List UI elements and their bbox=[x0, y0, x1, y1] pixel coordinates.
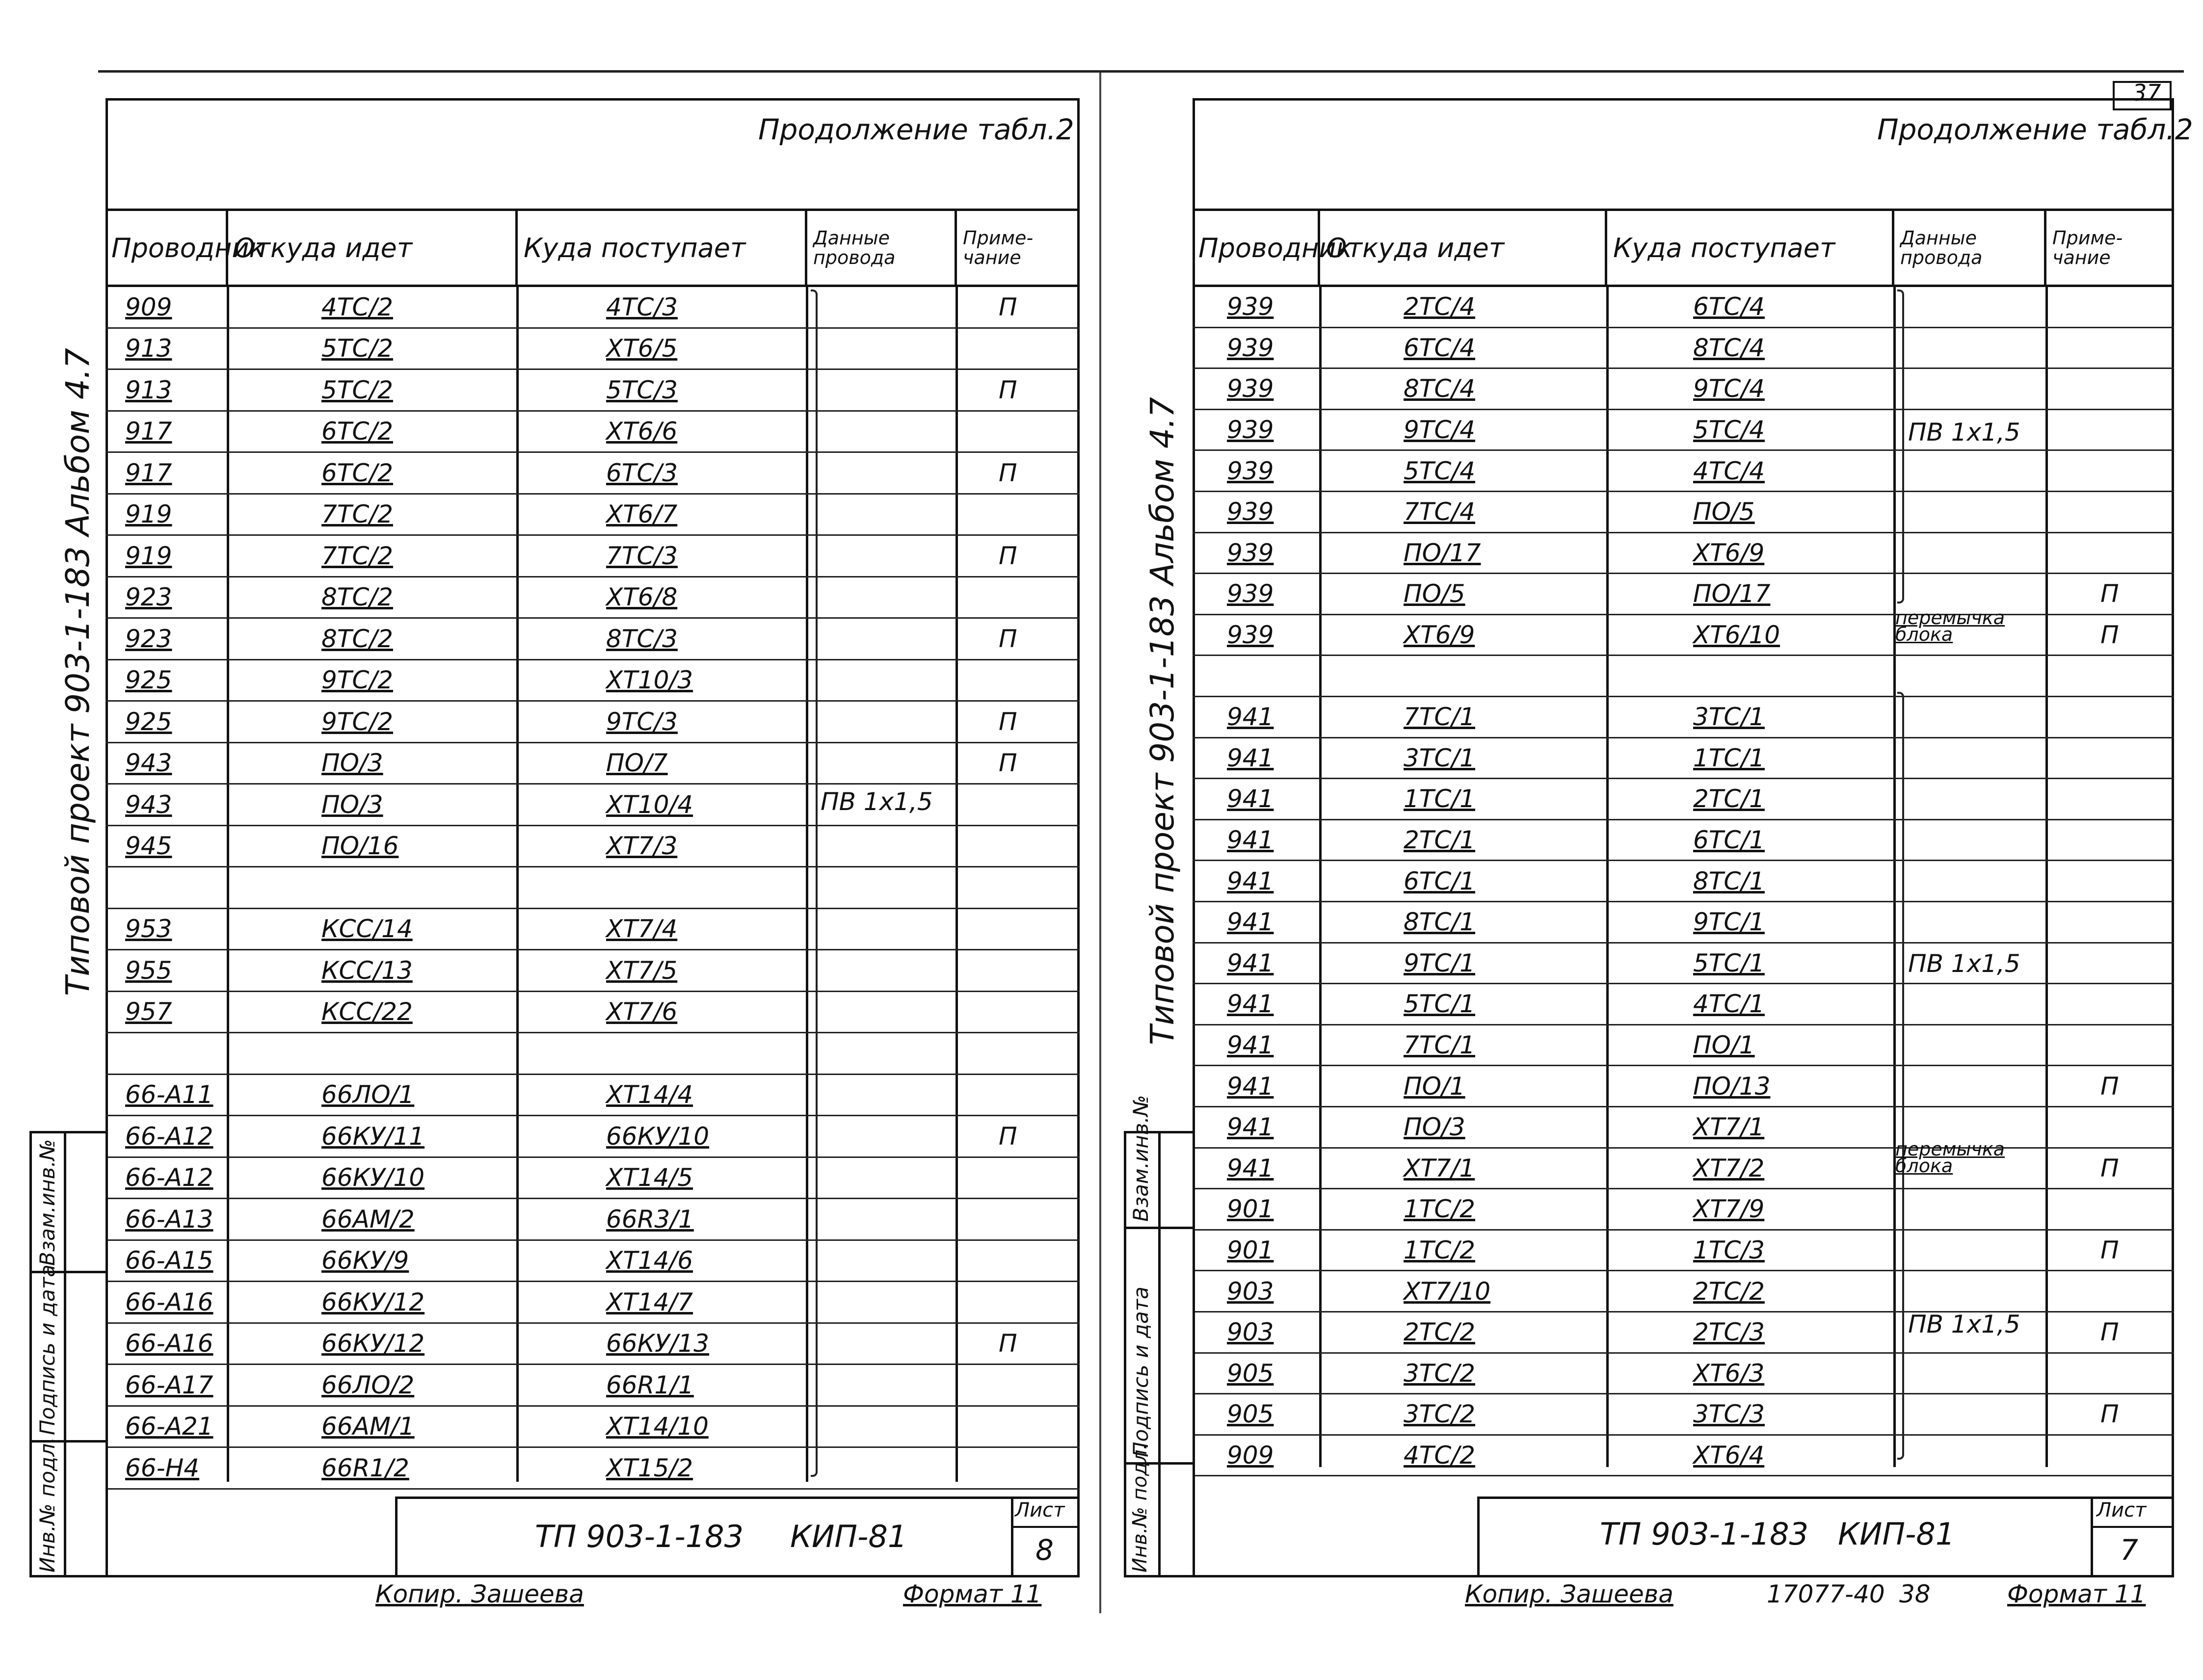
wire-cell: 909 bbox=[1227, 1441, 1274, 1470]
table-row bbox=[106, 536, 1080, 578]
right-header-from: Откуда идет bbox=[1320, 211, 1607, 285]
from-cell: 4ТС/2 bbox=[321, 292, 393, 321]
to-cell: ХТ6/8 bbox=[606, 583, 678, 612]
right-header-wire: Проводник bbox=[1193, 211, 1320, 285]
from-cell: 7ТС/2 bbox=[321, 541, 393, 570]
to-cell: 2ТС/3 bbox=[1693, 1318, 1765, 1347]
left-header-note: Приме-чание bbox=[963, 227, 1034, 268]
from-cell: 9ТС/1 bbox=[1404, 948, 1475, 977]
center-fold-line bbox=[1099, 73, 1101, 1613]
top-rule bbox=[98, 70, 2184, 73]
left-sheet-label: Лист bbox=[1015, 1499, 1065, 1522]
to-cell: ПО/13 bbox=[1693, 1072, 1771, 1101]
wire-cell: 941 bbox=[1227, 866, 1274, 895]
right-wiredata-label-2: ПВ 1х1,5 bbox=[1908, 949, 2020, 978]
to-cell: 3ТС/1 bbox=[1693, 703, 1765, 732]
to-cell: ХТ14/7 bbox=[606, 1287, 693, 1316]
table-row bbox=[106, 453, 1080, 495]
note-cell: П bbox=[999, 624, 1017, 653]
from-cell: 66АМ/2 bbox=[321, 1205, 415, 1234]
left-wiredata-label: ПВ 1х1,5 bbox=[821, 788, 933, 816]
to-cell: ХТ6/10 bbox=[1693, 621, 1780, 650]
table-row bbox=[1193, 944, 2174, 985]
to-cell: 2ТС/1 bbox=[1693, 785, 1765, 814]
from-cell: ПО/3 bbox=[321, 749, 383, 778]
wire-cell: 66-А17 bbox=[125, 1370, 213, 1399]
note-cell: П bbox=[999, 707, 1017, 736]
from-cell: 5ТС/2 bbox=[321, 334, 393, 363]
from-cell: 2ТС/1 bbox=[1404, 826, 1475, 855]
to-cell: 1ТС/3 bbox=[1693, 1236, 1765, 1265]
table-row bbox=[1193, 1231, 2174, 1272]
table-row bbox=[1193, 984, 2174, 1025]
right-title-stamp bbox=[1477, 1496, 2174, 1577]
table-row bbox=[1193, 1312, 2174, 1354]
to-cell: ПО/5 bbox=[1693, 498, 1755, 526]
to-cell: ХТ7/9 bbox=[1693, 1195, 1765, 1224]
to-cell: 9ТС/4 bbox=[1693, 374, 1765, 403]
from-cell: 66ЛО/1 bbox=[321, 1080, 415, 1109]
right-jumper-label-1: перемычка блока bbox=[1895, 607, 2005, 645]
wire-cell: 943 bbox=[125, 790, 172, 819]
wire-cell: 901 bbox=[1227, 1195, 1274, 1224]
from-cell: КСС/13 bbox=[321, 956, 413, 985]
from-cell: 66КУ/11 bbox=[321, 1122, 425, 1151]
wire-cell: 953 bbox=[125, 915, 172, 944]
note-cell: П bbox=[999, 375, 1017, 404]
from-cell: 1ТС/1 bbox=[1404, 785, 1475, 814]
table-row bbox=[1193, 738, 2174, 780]
wire-cell: 939 bbox=[1227, 579, 1274, 608]
wire-cell: 939 bbox=[1227, 292, 1274, 321]
wire-cell: 941 bbox=[1227, 703, 1274, 732]
from-cell: 66ЛО/2 bbox=[321, 1370, 415, 1399]
wire-cell: 939 bbox=[1227, 416, 1274, 445]
right-order-sheet: 38 bbox=[1899, 1580, 1931, 1608]
wire-cell: 905 bbox=[1227, 1359, 1274, 1388]
right-stamp-code: ТП 903-1-183 bbox=[1600, 1516, 1809, 1552]
to-cell: 4ТС/1 bbox=[1693, 990, 1765, 1019]
from-cell: 6ТС/2 bbox=[321, 458, 393, 487]
table-row bbox=[106, 329, 1080, 370]
wire-cell: 66-Н4 bbox=[125, 1453, 200, 1482]
from-cell: ХТ6/9 bbox=[1404, 621, 1475, 650]
left-side-box-3: Инв.№ подл. bbox=[35, 1437, 59, 1573]
to-cell: ХТ7/4 bbox=[606, 915, 678, 944]
wire-cell: 66-А16 bbox=[125, 1329, 213, 1358]
table-row bbox=[106, 1033, 1080, 1075]
to-cell: ХТ7/2 bbox=[1693, 1154, 1765, 1182]
table-row bbox=[106, 660, 1080, 702]
to-cell: 8ТС/3 bbox=[606, 624, 678, 653]
right-order-no: 17077-40 bbox=[1767, 1580, 1885, 1608]
wire-cell: 66-А15 bbox=[125, 1246, 213, 1275]
table-row bbox=[1193, 410, 2174, 451]
to-cell: ХТ7/1 bbox=[1693, 1113, 1765, 1142]
left-side-box-2: Подпись и дата bbox=[35, 1264, 59, 1435]
wire-cell: 941 bbox=[1227, 826, 1274, 855]
left-sheet-number: 8 bbox=[1035, 1533, 1054, 1567]
right-header-note: Приме-чание bbox=[2052, 227, 2123, 268]
left-header-wiredata: Данные провода bbox=[807, 211, 957, 285]
from-cell: 9ТС/4 bbox=[1404, 416, 1475, 445]
from-cell: 7ТС/4 bbox=[1404, 498, 1475, 526]
right-wiredata-brace-1 bbox=[1897, 289, 1904, 604]
from-cell: 66R1/2 bbox=[321, 1453, 409, 1482]
right-wiredata-label-3: ПВ 1х1,5 bbox=[1908, 1310, 2020, 1339]
from-cell: ПО/3 bbox=[1404, 1113, 1465, 1142]
from-cell: 4ТС/2 bbox=[1404, 1441, 1475, 1470]
table-row bbox=[106, 1324, 1080, 1365]
to-cell: 6ТС/3 bbox=[606, 458, 678, 487]
right-copy-label: Копир. Зашеева bbox=[1465, 1580, 1673, 1608]
table-row bbox=[106, 702, 1080, 743]
right-side-divider-v bbox=[1158, 1131, 1161, 1577]
note-cell: П bbox=[2100, 621, 2119, 650]
to-cell: 7ТС/3 bbox=[606, 541, 678, 570]
wire-cell: 909 bbox=[125, 292, 172, 321]
to-cell: 5ТС/3 bbox=[606, 375, 678, 404]
note-cell: П bbox=[999, 541, 1017, 570]
to-cell: ХТ6/6 bbox=[606, 417, 678, 446]
from-cell: 1ТС/2 bbox=[1404, 1195, 1475, 1224]
right-table-header bbox=[1193, 209, 2174, 287]
from-cell: 66КУ/12 bbox=[321, 1287, 425, 1316]
left-copy-label: Копир. Зашеева bbox=[375, 1580, 584, 1608]
right-sheet-number: 7 bbox=[2120, 1533, 2138, 1567]
to-cell: ХТ6/5 bbox=[606, 334, 678, 363]
wire-cell: 66-А12 bbox=[125, 1122, 213, 1151]
wire-cell: 925 bbox=[125, 707, 172, 736]
wire-cell: 66-А11 bbox=[125, 1080, 213, 1109]
table-row bbox=[1193, 1189, 2174, 1231]
to-cell: 66КУ/10 bbox=[606, 1122, 710, 1151]
left-table-header bbox=[106, 209, 1080, 287]
left-header-wire: Проводник bbox=[106, 211, 228, 285]
from-cell: 5ТС/2 bbox=[321, 375, 393, 404]
table-row bbox=[106, 950, 1080, 992]
wire-cell: 943 bbox=[125, 749, 172, 778]
note-cell: П bbox=[2100, 1154, 2119, 1182]
from-cell: ПО/16 bbox=[321, 832, 399, 861]
wire-cell: 939 bbox=[1227, 538, 1274, 567]
wire-cell: 913 bbox=[125, 375, 172, 404]
to-cell: ХТ7/3 bbox=[606, 832, 678, 861]
to-cell: ПО/17 bbox=[1693, 579, 1771, 608]
to-cell: ХТ10/4 bbox=[606, 790, 693, 819]
from-cell: 3ТС/1 bbox=[1404, 743, 1475, 772]
right-sheet-label: Лист bbox=[2097, 1499, 2147, 1522]
wire-cell: 941 bbox=[1227, 785, 1274, 814]
to-cell: 66R3/1 bbox=[606, 1205, 694, 1234]
from-cell: 7ТС/1 bbox=[1404, 703, 1475, 732]
table-row bbox=[1193, 861, 2174, 902]
wire-cell: 923 bbox=[125, 583, 172, 612]
table-row bbox=[1193, 697, 2174, 738]
table-row bbox=[1193, 492, 2174, 533]
left-continuation-title: Продолжение табл.2 bbox=[758, 113, 1074, 146]
note-cell: П bbox=[999, 1329, 1017, 1358]
to-cell: 1ТС/1 bbox=[1693, 743, 1765, 772]
table-row bbox=[1193, 369, 2174, 410]
right-side-box-3: Инв.№ подл. bbox=[1129, 1443, 1151, 1573]
table-row bbox=[1193, 533, 2174, 575]
from-cell: 66КУ/12 bbox=[321, 1329, 425, 1358]
page-number: 37 bbox=[2132, 79, 2161, 106]
wire-cell: 957 bbox=[125, 998, 172, 1026]
table-row bbox=[106, 1241, 1080, 1283]
wire-cell: 939 bbox=[1227, 621, 1274, 650]
from-cell: 2ТС/4 bbox=[1404, 292, 1475, 321]
to-cell: ХТ15/2 bbox=[606, 1453, 693, 1482]
wire-cell: 941 bbox=[1227, 1072, 1274, 1101]
table-row bbox=[106, 1448, 1080, 1490]
wire-cell: 939 bbox=[1227, 456, 1274, 485]
to-cell: ПО/1 bbox=[1693, 1031, 1755, 1060]
table-row bbox=[106, 1365, 1080, 1407]
right-side-label: Типовой проект 903-1-183 Альбом 4.7 bbox=[1143, 397, 1181, 1045]
left-header-from: Откуда идет bbox=[228, 211, 518, 285]
table-row bbox=[1193, 1025, 2174, 1067]
table-row bbox=[106, 826, 1080, 868]
left-stamp-doc: КИП-81 bbox=[790, 1519, 907, 1554]
to-cell: 9ТС/1 bbox=[1693, 908, 1765, 937]
wire-cell: 945 bbox=[125, 832, 172, 861]
note-cell: П bbox=[2100, 1318, 2119, 1347]
from-cell: 6ТС/2 bbox=[321, 417, 393, 446]
wire-cell: 66-А16 bbox=[125, 1287, 213, 1316]
table-row bbox=[1193, 902, 2174, 944]
to-cell: 5ТС/1 bbox=[1693, 948, 1765, 977]
from-cell: 8ТС/4 bbox=[1404, 374, 1475, 403]
wire-cell: 905 bbox=[1227, 1400, 1274, 1429]
wire-cell: 903 bbox=[1227, 1318, 1274, 1347]
table-row bbox=[1193, 779, 2174, 820]
table-row bbox=[106, 1116, 1080, 1158]
right-wiredata-brace-2 bbox=[1897, 692, 1904, 1460]
from-cell: 66КУ/9 bbox=[321, 1246, 409, 1275]
table-row bbox=[106, 495, 1080, 536]
wire-cell: 941 bbox=[1227, 948, 1274, 977]
to-cell: 66R1/1 bbox=[606, 1370, 694, 1399]
table-row bbox=[106, 785, 1080, 826]
table-row bbox=[106, 909, 1080, 951]
wire-cell: 939 bbox=[1227, 498, 1274, 526]
wire-cell: 66-А21 bbox=[125, 1412, 213, 1441]
note-cell: П bbox=[2100, 1400, 2119, 1429]
to-cell: ХТ7/6 bbox=[606, 998, 678, 1026]
table-row bbox=[1193, 656, 2174, 697]
right-header-wiredata: Данные провода bbox=[1894, 211, 2046, 285]
right-header-to: Куда поступает bbox=[1607, 211, 1894, 285]
from-cell: 5ТС/1 bbox=[1404, 990, 1475, 1019]
wire-cell: 925 bbox=[125, 666, 172, 695]
to-cell: 5ТС/4 bbox=[1693, 416, 1765, 445]
table-row bbox=[106, 743, 1080, 785]
from-cell: КСС/22 bbox=[321, 998, 413, 1026]
table-row bbox=[106, 1199, 1080, 1241]
table-row bbox=[1193, 1271, 2174, 1312]
to-cell: 3ТС/3 bbox=[1693, 1400, 1765, 1429]
from-cell: 9ТС/2 bbox=[321, 707, 393, 736]
from-cell: ПО/17 bbox=[1404, 538, 1481, 567]
to-cell: ХТ6/3 bbox=[1693, 1359, 1765, 1388]
wire-cell: 941 bbox=[1227, 1154, 1274, 1182]
to-cell: 4ТС/3 bbox=[606, 292, 678, 321]
wire-cell: 941 bbox=[1227, 990, 1274, 1019]
table-row bbox=[106, 619, 1080, 660]
wire-cell: 66-А13 bbox=[125, 1205, 213, 1234]
from-cell: 7ТС/1 bbox=[1404, 1031, 1475, 1060]
to-cell: 6ТС/4 bbox=[1693, 292, 1765, 321]
to-cell: ХТ6/7 bbox=[606, 500, 678, 529]
to-cell: ХТ6/4 bbox=[1693, 1441, 1765, 1470]
table-row bbox=[106, 370, 1080, 412]
right-stamp-divider bbox=[2091, 1496, 2093, 1577]
to-cell: 2ТС/2 bbox=[1693, 1277, 1765, 1306]
from-cell: 8ТС/2 bbox=[321, 624, 393, 653]
table-row bbox=[1193, 328, 2174, 369]
right-format-label: Формат 11 bbox=[2007, 1580, 2146, 1608]
wire-cell: 913 bbox=[125, 334, 172, 363]
note-cell: П bbox=[999, 292, 1017, 321]
from-cell: КСС/14 bbox=[321, 915, 413, 944]
note-cell: П bbox=[999, 1122, 1017, 1151]
table-row bbox=[106, 867, 1080, 909]
to-cell: ХТ10/3 bbox=[606, 666, 693, 695]
table-row bbox=[106, 1282, 1080, 1324]
from-cell: 8ТС/2 bbox=[321, 583, 393, 612]
wire-cell: 66-А12 bbox=[125, 1163, 213, 1192]
note-cell: П bbox=[2100, 1072, 2119, 1101]
wire-cell: 941 bbox=[1227, 908, 1274, 937]
from-cell: 66КУ/10 bbox=[321, 1163, 425, 1192]
to-cell: 4ТС/4 bbox=[1693, 456, 1765, 485]
to-cell: ХТ14/10 bbox=[606, 1412, 709, 1441]
left-wiredata-brace bbox=[811, 289, 818, 1477]
from-cell: 9ТС/2 bbox=[321, 666, 393, 695]
table-row bbox=[1193, 820, 2174, 862]
table-row bbox=[106, 1158, 1080, 1200]
right-wiredata-label-1: ПВ 1х1,5 bbox=[1908, 418, 2020, 446]
right-stamp-doc: КИП-81 bbox=[1838, 1516, 1955, 1552]
right-jumper-label-2: перемычка блока bbox=[1895, 1138, 2005, 1177]
from-cell: ПО/1 bbox=[1404, 1072, 1465, 1101]
table-row bbox=[1193, 1394, 2174, 1436]
to-cell: 8ТС/4 bbox=[1693, 333, 1765, 362]
table-row bbox=[1193, 451, 2174, 492]
wire-cell: 917 bbox=[125, 417, 172, 446]
to-cell: ХТ6/9 bbox=[1693, 538, 1765, 567]
from-cell: 7ТС/2 bbox=[321, 500, 393, 529]
to-cell: 9ТС/3 bbox=[606, 707, 678, 736]
wire-cell: 903 bbox=[1227, 1277, 1274, 1306]
table-row bbox=[106, 992, 1080, 1034]
from-cell: ПО/3 bbox=[321, 790, 383, 819]
to-cell: ХТ14/6 bbox=[606, 1246, 693, 1275]
wire-cell: 901 bbox=[1227, 1236, 1274, 1265]
from-cell: ПО/5 bbox=[1404, 579, 1465, 608]
to-cell: ХТ14/4 bbox=[606, 1080, 693, 1109]
wire-cell: 941 bbox=[1227, 743, 1274, 772]
wire-cell: 939 bbox=[1227, 333, 1274, 362]
table-row bbox=[1193, 1436, 2174, 1477]
from-cell: 3ТС/2 bbox=[1404, 1359, 1475, 1388]
left-header-to: Куда поступает bbox=[518, 211, 807, 285]
left-stamp-divider-h bbox=[1011, 1526, 1080, 1528]
table-row bbox=[1193, 287, 2174, 328]
table-row bbox=[106, 1407, 1080, 1448]
wire-cell: 919 bbox=[125, 500, 172, 529]
from-cell: 1ТС/2 bbox=[1404, 1236, 1475, 1265]
to-cell: 6ТС/1 bbox=[1693, 826, 1765, 855]
to-cell: 8ТС/1 bbox=[1693, 866, 1765, 895]
left-stamp-code: ТП 903-1-183 bbox=[535, 1519, 744, 1554]
right-stamp-divider-h bbox=[2091, 1526, 2174, 1528]
wire-cell: 919 bbox=[125, 541, 172, 570]
left-format-label: Формат 11 bbox=[903, 1580, 1042, 1608]
note-cell: П bbox=[2100, 579, 2119, 608]
table-row bbox=[106, 578, 1080, 619]
wire-cell: 939 bbox=[1227, 374, 1274, 403]
from-cell: 8ТС/1 bbox=[1404, 908, 1475, 937]
note-cell: П bbox=[999, 458, 1017, 487]
from-cell: 2ТС/2 bbox=[1404, 1318, 1475, 1347]
from-cell: 6ТС/1 bbox=[1404, 866, 1475, 895]
from-cell: ХТ7/1 bbox=[1404, 1154, 1475, 1182]
from-cell: 6ТС/4 bbox=[1404, 333, 1475, 362]
table-row bbox=[1193, 1066, 2174, 1107]
left-stamp-divider bbox=[1011, 1496, 1013, 1577]
table-row bbox=[1193, 1354, 2174, 1395]
wire-cell: 917 bbox=[125, 458, 172, 487]
to-cell: ПО/7 bbox=[606, 749, 668, 778]
left-side-box-1: Взам.инв.№ bbox=[35, 1139, 59, 1266]
left-side-divider-v bbox=[64, 1131, 66, 1577]
table-row bbox=[106, 1075, 1080, 1117]
note-cell: П bbox=[999, 749, 1017, 778]
to-cell: ХТ14/5 bbox=[606, 1163, 693, 1192]
note-cell: П bbox=[2100, 1236, 2119, 1265]
from-cell: 66АМ/1 bbox=[321, 1412, 415, 1441]
table-row bbox=[106, 287, 1080, 329]
left-side-label: Типовой проект 903-1-183 Альбом 4.7 bbox=[59, 348, 97, 996]
right-side-box-2: Подпись и дата bbox=[1129, 1286, 1153, 1457]
wire-cell: 941 bbox=[1227, 1031, 1274, 1060]
wire-cell: 923 bbox=[125, 624, 172, 653]
from-cell: 5ТС/4 bbox=[1404, 456, 1475, 485]
right-continuation-title: Продолжение табл.2 bbox=[1877, 113, 2193, 146]
to-cell: 66КУ/13 bbox=[606, 1329, 710, 1358]
wire-cell: 955 bbox=[125, 956, 172, 985]
right-side-box-1: Взам.инв.№ bbox=[1129, 1095, 1153, 1222]
table-row bbox=[106, 412, 1080, 453]
wire-cell: 941 bbox=[1227, 1113, 1274, 1142]
from-cell: 3ТС/2 bbox=[1404, 1400, 1475, 1429]
from-cell: ХТ7/10 bbox=[1404, 1277, 1491, 1306]
to-cell: ХТ7/5 bbox=[606, 956, 678, 985]
